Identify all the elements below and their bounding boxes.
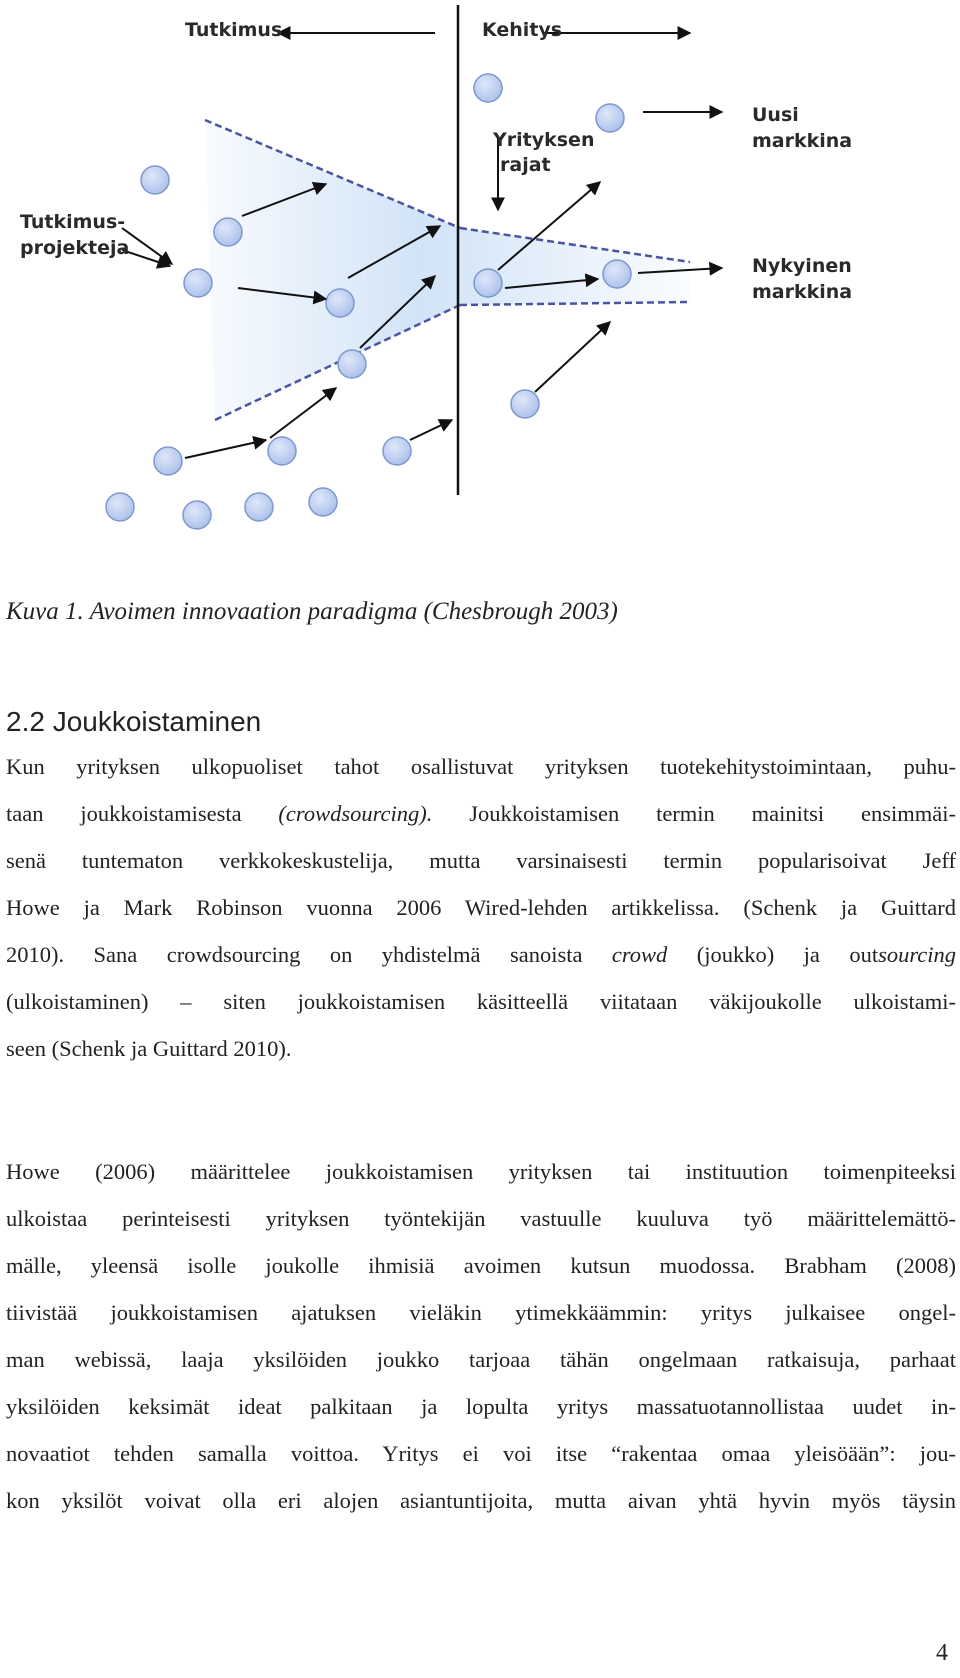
idea-dot — [596, 104, 624, 132]
idea-dot — [183, 501, 211, 529]
label-research: Tutkimus — [185, 19, 283, 41]
idea-dot — [268, 437, 296, 465]
text-line: Howe ja Mark Robinson vuonna 2006 Wired-lehden artikkelissa. (Schenk ja Guittard — [6, 895, 956, 920]
text-line: man webissä, laaja yksilöiden joukko tarjoaa tähän ongelmaan ratkaisuja, parhaat — [6, 1347, 956, 1372]
text-line: seen (Schenk ja Guittard 2010). — [6, 1036, 292, 1061]
idea-dot — [383, 437, 411, 465]
text-line: senä tuntematon verkkokeskustelija, mutta varsinaisesti termin popularisoivat Jeff — [6, 848, 956, 873]
paragraph-2 — [6, 1148, 956, 1524]
paragraph-1 — [6, 743, 956, 1072]
page-number: 4 — [936, 1640, 948, 1666]
text-line: yksilöiden keksimät ideat palkitaan ja lopulta yritys massatuotannollistaa uudet in- — [6, 1394, 956, 1419]
section-heading: 2.2 Joukkoistaminen — [6, 706, 262, 737]
label-development: Kehitys — [482, 19, 563, 41]
label-current-market-1: Nykyinen — [752, 255, 852, 277]
idea-dot — [154, 447, 182, 475]
text-line: taan joukkoistamisesta (crowdsourcing). Joukkoistamisen termin mainitsi ensimmäi- — [6, 801, 956, 826]
idea-dot — [511, 390, 539, 418]
idea-dot — [214, 218, 242, 246]
label-new-market-1: Uusi — [752, 104, 799, 126]
text-line: 2010). Sana crowdsourcing on yhdistelmä sanoista crowd (joukko) ja outsourcing — [6, 942, 956, 967]
flow-arrow — [270, 388, 336, 438]
text-line: kon yksilöt voivat olla eri alojen asiantuntijoita, mutta aivan yhtä hyvin myös täysin — [6, 1488, 956, 1513]
idea-dot — [309, 488, 337, 516]
flow-arrow — [410, 420, 452, 440]
idea-dot — [474, 269, 502, 297]
label-new-market-2: markkina — [752, 130, 853, 152]
text-line: ulkoistaa perinteisesti yrityksen työntekijän vastuulle kuuluva työ määrittelemättö- — [6, 1206, 956, 1231]
label-research-projects-1: Tutkimus- — [20, 211, 126, 233]
text-line: Howe (2006) määrittelee joukkoistamisen yrityksen tai instituution toimenpiteeksi — [6, 1159, 956, 1184]
flow-arrow — [185, 440, 266, 458]
text-line: mälle, yleensä isolle joukolle ihmisiä avoimen kutsun muodossa. Brabham (2008) — [6, 1253, 956, 1278]
text-line: (ulkoistaminen) – siten joukkoistamisen käsitteellä viitataan väkijoukolle ulkoistami- — [6, 989, 956, 1014]
open-innovation-diagram — [0, 0, 960, 560]
idea-dot — [326, 289, 354, 317]
idea-dot — [184, 269, 212, 297]
idea-dot — [474, 74, 502, 102]
idea-dot — [603, 260, 631, 288]
figure-caption: Kuva 1. Avoimen innovaation paradigma (Chesbrough 2003) — [6, 598, 618, 625]
idea-dot — [106, 493, 134, 521]
label-current-market-2: markkina — [752, 281, 853, 303]
label-research-projects-2: projekteja — [20, 237, 130, 259]
text-line: tiivistää joukkoistamisen ajatuksen vieläkin ytimekkäämmin: yritys julkaisee ongel- — [6, 1300, 956, 1325]
idea-dot — [245, 493, 273, 521]
label-company-boundary-2: rajat — [500, 154, 551, 176]
text-line: novaatiot tehden samalla voittoa. Yritys ei voi itse “rakentaa omaa yleisöään”: jou- — [6, 1441, 956, 1466]
label-company-boundary-1: Yrityksen — [493, 129, 595, 151]
text-line: Kun yrityksen ulkopuoliset tahot osallistuvat yrityksen tuotekehitystoimintaan, puhu- — [6, 754, 956, 779]
flow-arrow — [535, 322, 610, 392]
idea-dot — [338, 350, 366, 378]
idea-dot — [141, 166, 169, 194]
